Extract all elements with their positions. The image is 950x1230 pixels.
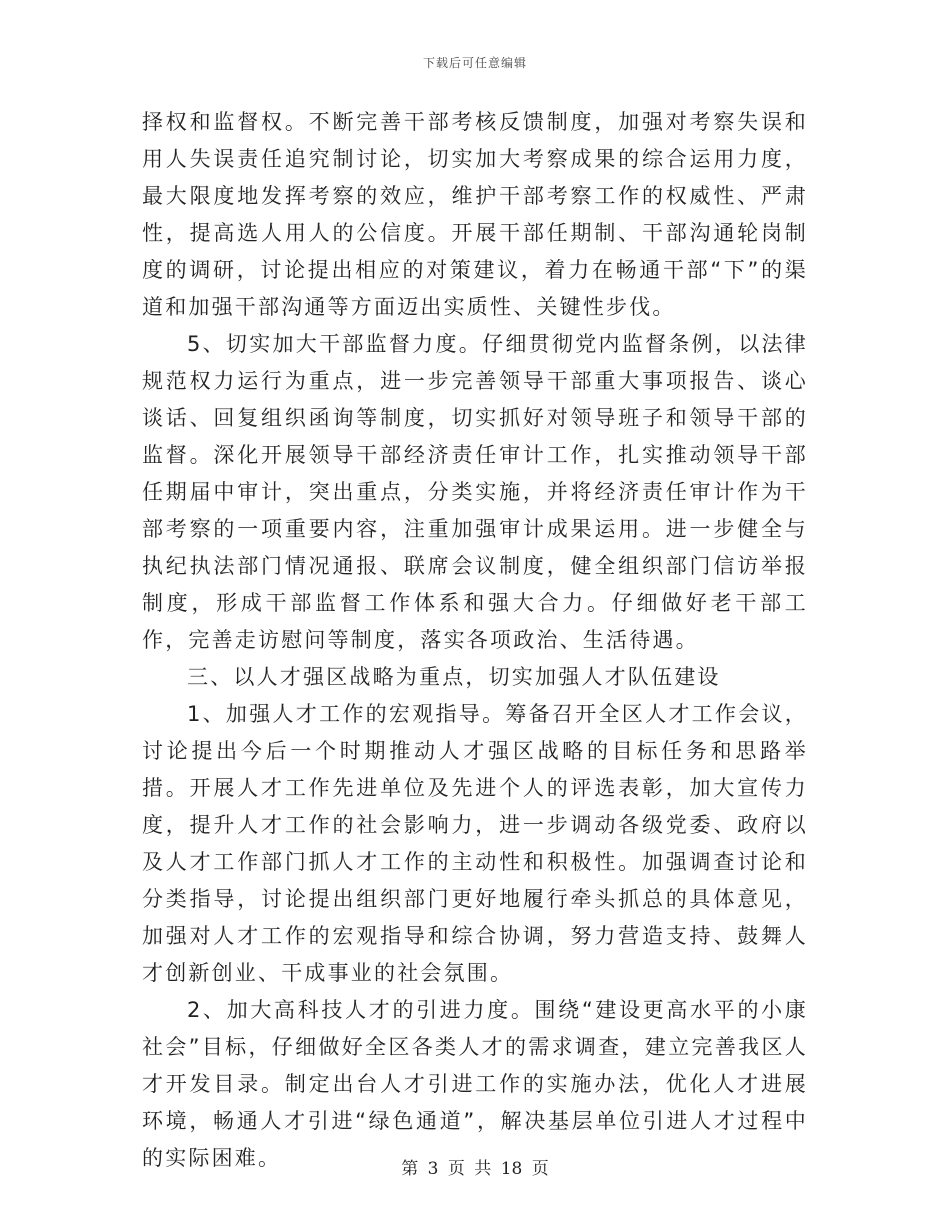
- paragraph-talent-recruitment: 2、加大高科技人才的引进力度。围绕“建设更高水平的小康社会”目标，仔细做好全区各类人才的需求调查，建立完善我区人才开发目录。制定出台人才引进工作的实施办法，优化人才进展环境，畅通人才引进“绿色通道”，解决基层单位引进人才过程中的实际困难。: [142, 998, 808, 1170]
- document-body: [142, 104, 808, 1177]
- paragraph-talent-guidance: 1、加强人才工作的宏观指导。筹备召开全区人才工作会议，讨论提出今后一个时期推动人才强区战略的目标任务和思路举措。开展人才工作先进单位及先进个人的评选表彰，加大宣传力度，提升人才工作的社会影响力，进一步调动各级党委、政府以及人才工作部门抓人才工作的主动性和积极性。加强调查讨论和分类指导，讨论提出组织部门更好地履行牵头抓总的具体意见，加强对人才工作的宏观指导和综合协调，努力营造支持、鼓舞人才创新创业、干成事业的社会氛围。: [142, 702, 808, 985]
- paragraph-continuation: 择权和监督权。不断完善干部考核反馈制度，加强对考察失误和用人失误责任追究制讨论，切实加大考察成果的综合运用力度，最大限度地发挥考察的效应，维护干部考察工作的权威性、严肃性，提高选人用人的公信度。开展干部任期制、干部沟通轮岗制度的调研，讨论提出相应的对策建议，着力在畅通干部“下”的渠道和加强干部沟通等方面迈出实质性、关键性步伐。: [142, 110, 808, 319]
- page-header: 下载后可任意编辑: [422, 56, 527, 70]
- page-number-footer: 第 3 页 共 18 页: [401, 1159, 549, 1179]
- paragraph-cadre-supervision: 5、切实加大干部监督力度。仔细贯彻党内监督条例，以法律规范权力运行为重点，进一步完善领导干部重大事项报告、谈心谈话、回复组织函询等制度，切实抓好对领导班子和领导干部的监督。深化开展领导干部经济责任审计工作，扎实推动领导干部任期届中审计，突出重点，分类实施，并将经济责任审计作为干部考察的一项重要内容，注重加强审计成果运用。进一步健全与执纪执法部门情况通报、联席会议制度，健全组织部门信访举报制度，形成干部监督工作体系和强大合力。仔细做好老干部工作，完善走访慰问等制度，落实各项政治、生活待遇。: [142, 332, 808, 652]
- section-heading-talent-strategy: 三、以人才强区战略为重点，切实加强人才队伍建设: [187, 665, 721, 689]
